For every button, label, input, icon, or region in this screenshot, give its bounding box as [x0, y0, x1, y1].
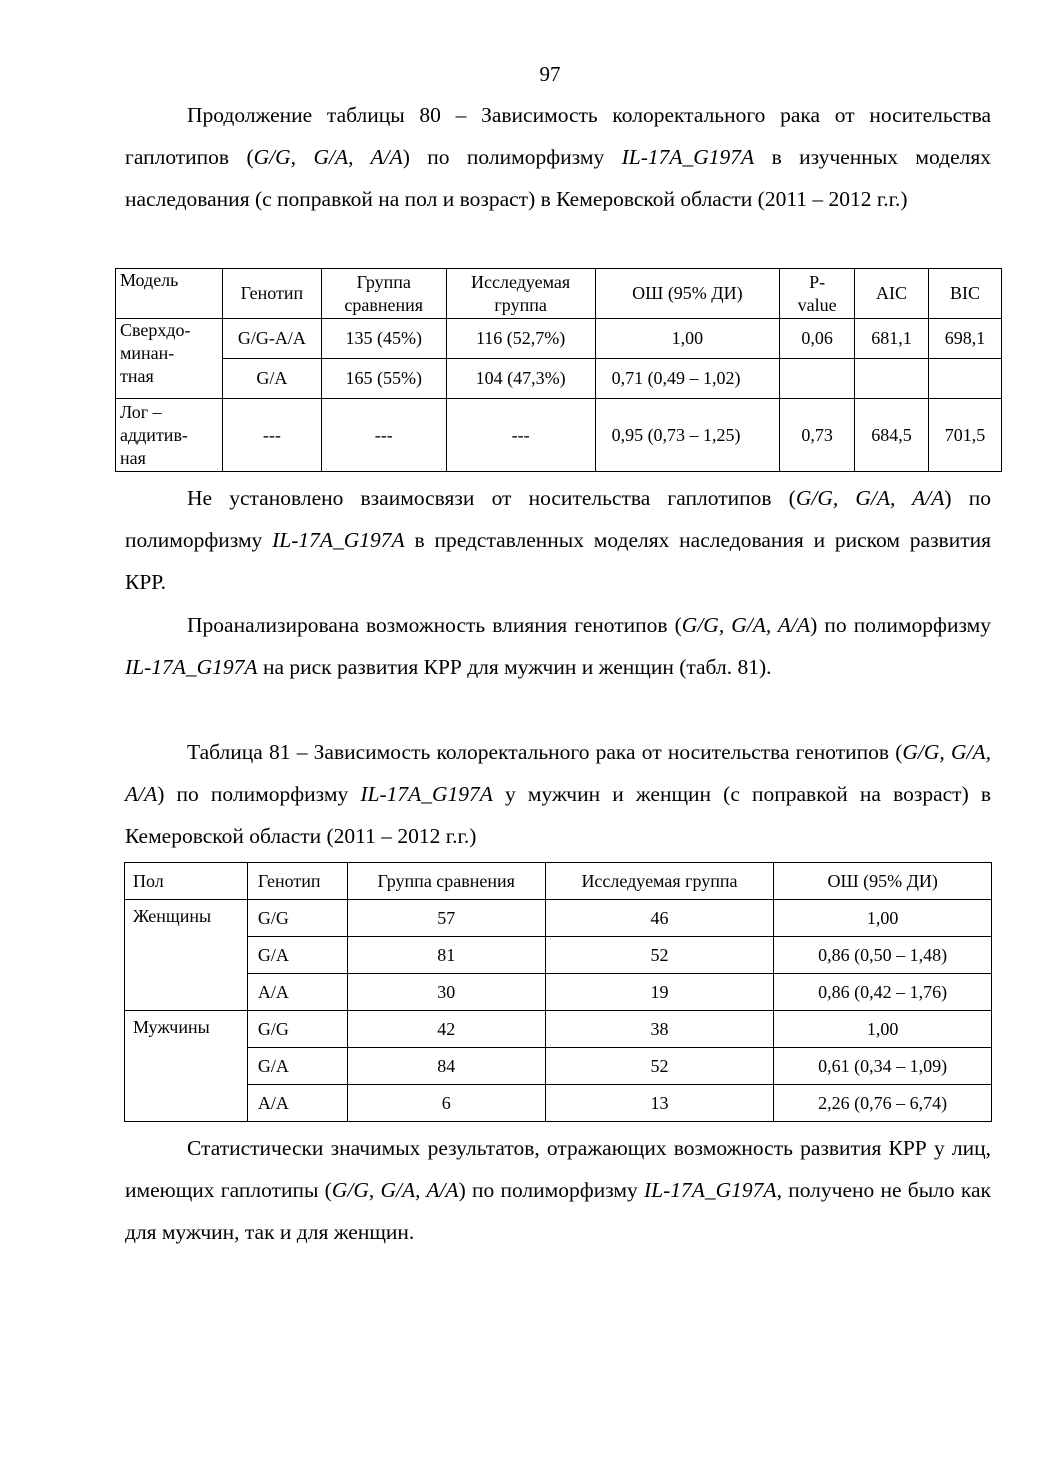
- table-cell: 1,00: [595, 319, 780, 359]
- table-cell: G/A: [222, 359, 321, 399]
- table-cell: 1,00: [774, 1011, 992, 1048]
- table-cell: 30: [347, 974, 545, 1011]
- table-cell: 13: [545, 1085, 774, 1122]
- text-run: ) по полиморфизму: [810, 613, 991, 637]
- table-cell: G/G: [247, 900, 347, 937]
- table-cell: 84: [347, 1048, 545, 1085]
- table-row: [125, 974, 992, 1011]
- header-cell: Группа сравнения: [347, 863, 545, 900]
- table-cell: G/A: [247, 937, 347, 974]
- table-81: [124, 862, 992, 1122]
- italic-run: IL-17A_G197A,: [644, 1178, 782, 1202]
- header-cell: Исследуемая группа: [545, 863, 774, 900]
- table-cell: 52: [545, 937, 774, 974]
- table-cell: 0,86 (0,50 – 1,48): [774, 937, 992, 974]
- table-header-row: [125, 863, 992, 900]
- text-run: ) по полиморфизму: [402, 145, 622, 169]
- table-cell: A/A: [247, 1085, 347, 1122]
- italic-run: IL-17A_G197A: [125, 655, 258, 679]
- header-cell: Генотип: [222, 269, 321, 319]
- text-run: Таблица 81 – Зависимость колоректального рака от носительства генотипов (: [187, 740, 903, 764]
- text-run: у мужчин и женщин (с поправкой на возраст) в Кемеровской области (2011 – 2012 г.г.): [125, 782, 992, 848]
- table-cell: 681,1: [855, 319, 929, 359]
- table-cell: 0,73: [780, 399, 855, 472]
- table-cell: 684,5: [855, 399, 929, 472]
- text-run: Проанализирована возможность влияния генотипов (: [187, 613, 682, 637]
- table-80: [115, 268, 1002, 472]
- table-cell: 52: [545, 1048, 774, 1085]
- header-cell: BIC: [929, 269, 1002, 319]
- text-run: Статистически значимых результатов, отражающих возможность развития КРР у лиц, имеющих гаплотипы (: [125, 1136, 991, 1202]
- table-cell: [780, 359, 855, 399]
- table-cell: 19: [545, 974, 774, 1011]
- sex-cell: Мужчины: [125, 1011, 248, 1122]
- table-row: [125, 1048, 992, 1085]
- table80-caption: [125, 94, 991, 220]
- paragraph: [125, 1127, 991, 1253]
- text-run: на риск развития КРР для мужчин и женщин (табл. 81).: [257, 655, 772, 679]
- table-row: [125, 1011, 992, 1048]
- table-cell: 1,00: [774, 900, 992, 937]
- table-cell: 2,26 (0,76 – 6,74): [774, 1085, 992, 1122]
- text-run: в представленных моделях наследования и риском развития КРР.: [125, 528, 992, 594]
- table-cell: G/A: [247, 1048, 347, 1085]
- table-cell: 0,06: [780, 319, 855, 359]
- table-cell: G/G-A/A: [222, 319, 321, 359]
- table-cell: 0,71 (0,49 – 1,02): [595, 359, 780, 399]
- table-cell: 104 (47,3%): [446, 359, 595, 399]
- table-cell: 6: [347, 1085, 545, 1122]
- table81-caption: [125, 731, 991, 857]
- table-cell: 0,95 (0,73 – 1,25): [595, 399, 780, 472]
- page-number: 97: [539, 62, 561, 86]
- table-cell: 116 (52,7%): [446, 319, 595, 359]
- italic-run: G/G, G/A, A/A: [125, 740, 991, 806]
- text-run: получено не было как для мужчин, так и для женщин.: [125, 1178, 991, 1244]
- table-cell: A/A: [247, 974, 347, 1011]
- sex-cell: Женщины: [125, 900, 248, 1011]
- table-cell: 57: [347, 900, 545, 937]
- table-row: [125, 937, 992, 974]
- table-row: [116, 359, 1002, 399]
- table-cell: ---: [222, 399, 321, 472]
- table-cell: 81: [347, 937, 545, 974]
- table-cell: 46: [545, 900, 774, 937]
- italic-run: G/G, G/A, A/A: [795, 486, 945, 510]
- header-cell: ОШ (95% ДИ): [774, 863, 992, 900]
- table-cell: G/G: [247, 1011, 347, 1048]
- table-cell: 0,61 (0,34 – 1,09): [774, 1048, 992, 1085]
- header-cell: Исследуемая группа: [446, 269, 595, 319]
- text-run: ) по полиморфизму: [458, 1178, 644, 1202]
- table-header-row: [116, 269, 1002, 319]
- header-cell: Генотип: [247, 863, 347, 900]
- text-run: ) по полиморфизму: [157, 782, 361, 806]
- model-cell: Сверхдо- минан- тная: [116, 319, 223, 399]
- header-cell: AIC: [855, 269, 929, 319]
- table-cell: 42: [347, 1011, 545, 1048]
- header-cell: Группа сравнения: [321, 269, 446, 319]
- table-row: [116, 319, 1002, 359]
- table-cell: 135 (45%): [321, 319, 446, 359]
- header-cell: ОШ (95% ДИ): [595, 269, 780, 319]
- table-cell: 165 (55%): [321, 359, 446, 399]
- table-cell: [929, 359, 1002, 399]
- italic-run: IL-17A_G197A: [621, 145, 755, 169]
- table-cell: 698,1: [929, 319, 1002, 359]
- table-cell: 0,86 (0,42 – 1,76): [774, 974, 992, 1011]
- text-run: ) по полиморфизму: [125, 486, 991, 552]
- text-run: Не установлено взаимосвязи от носительства гаплотипов (: [187, 486, 796, 510]
- italic-run: G/G, G/A, A/A: [253, 145, 403, 169]
- italic-run: G/G, G/A, A/A: [681, 613, 811, 637]
- model-cell: Лог – аддитив- ная: [116, 399, 223, 472]
- table-row: [116, 399, 1002, 472]
- italic-run: IL-17A_G197A: [360, 782, 493, 806]
- table-cell: ---: [321, 399, 446, 472]
- table-cell: 38: [545, 1011, 774, 1048]
- text-run: в изученных моделях наследования (с поправкой на пол и возраст) в Кемеровской области (2011 – 2012 г.г.): [125, 145, 991, 211]
- table-cell: ---: [446, 399, 595, 472]
- table-cell: [855, 359, 929, 399]
- header-cell: Модель: [116, 269, 223, 319]
- italic-run: IL-17A_G197A: [272, 528, 405, 552]
- table-row: [125, 900, 992, 937]
- header-cell: Пол: [125, 863, 248, 900]
- paragraph: [125, 477, 991, 603]
- text-run: Продолжение таблицы 80 – Зависимость колоректального рака от носительства гаплотипов (: [125, 103, 991, 169]
- table-row: [125, 1085, 992, 1122]
- paragraph: [125, 604, 991, 688]
- italic-run: G/G, G/A, A/A: [331, 1178, 459, 1202]
- header-cell: P- value: [780, 269, 855, 319]
- table-cell: 701,5: [929, 399, 1002, 472]
